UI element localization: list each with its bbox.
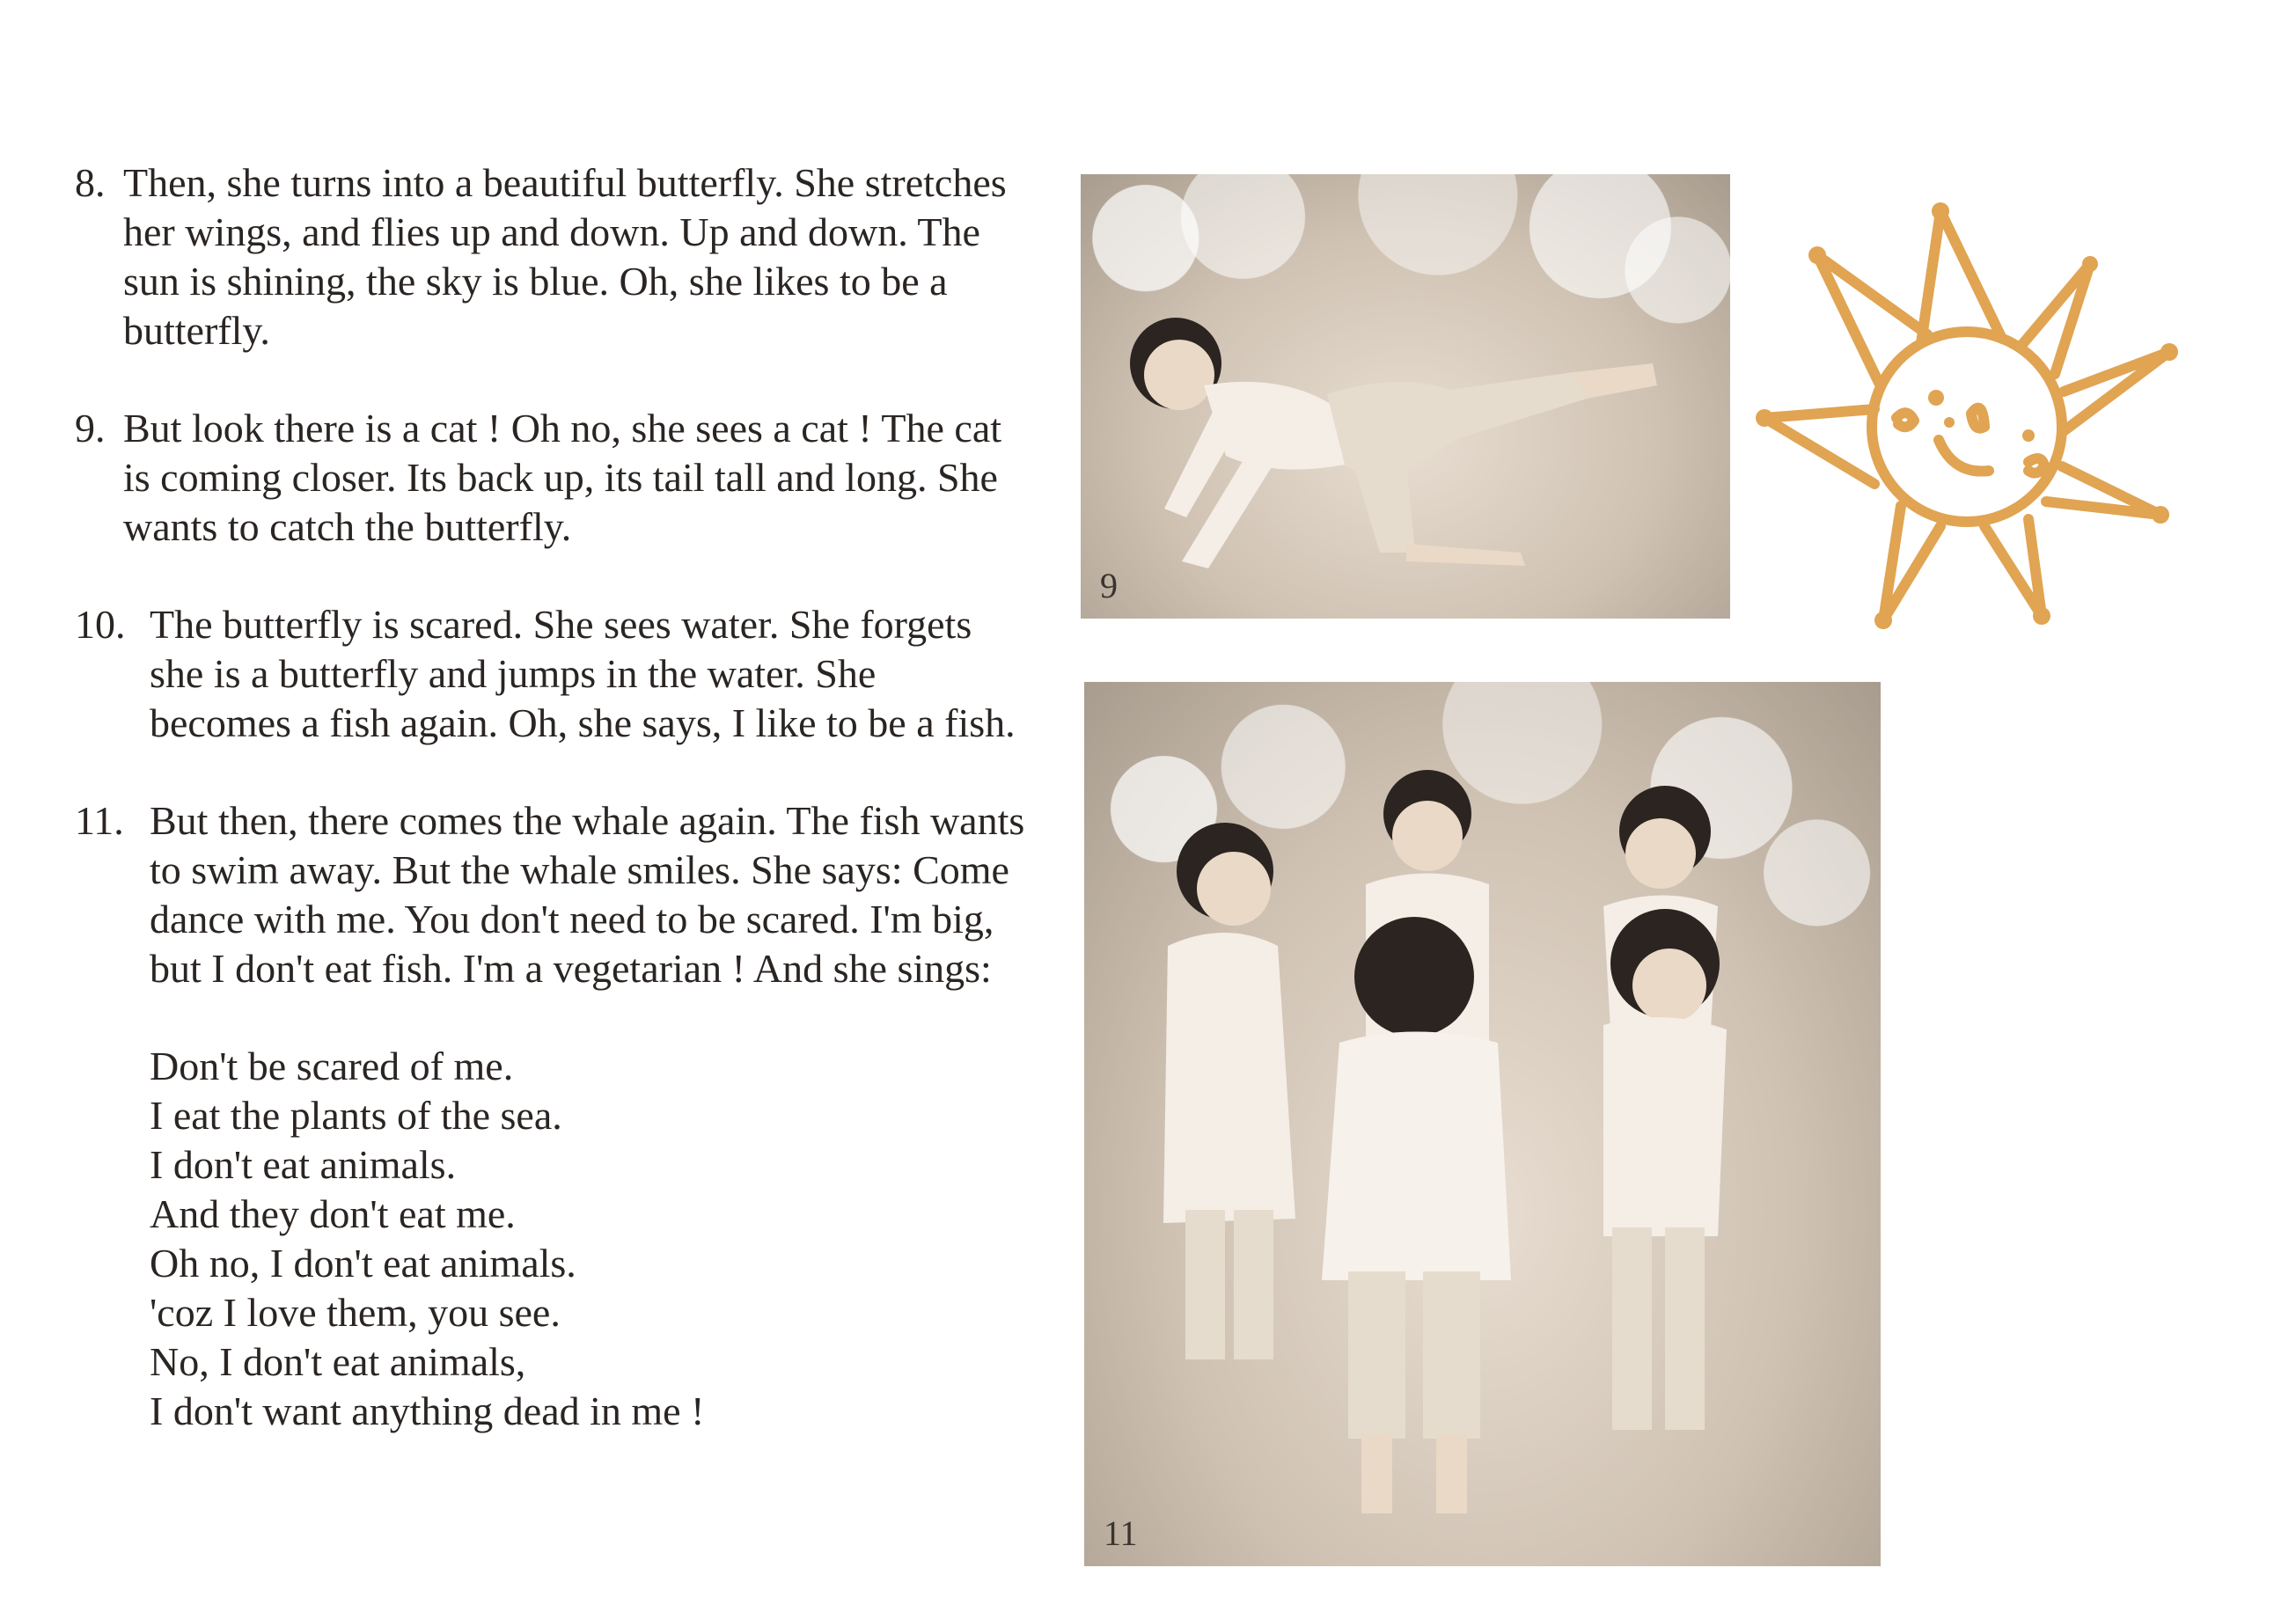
story-text (75, 158, 1025, 1436)
photo-butterfly-pose (1081, 174, 1730, 619)
poem-line: Don't be scared of me. (150, 1044, 514, 1088)
child-figure (1081, 174, 1730, 619)
paragraph-9 (75, 404, 1025, 552)
children-group (1084, 682, 1881, 1566)
paragraph-number: 8. (75, 160, 106, 205)
paragraph-text: The butterfly is scared. She sees water. She forgets she is a butterfly and jumps in the water. She becomes a fish again. Oh, she says, I like to be a fish. (150, 602, 1016, 745)
paragraph-8 (75, 158, 1025, 355)
poem-line: I don't eat animals. (150, 1142, 457, 1187)
poem-line: I don't want anything dead in me ! (150, 1388, 705, 1433)
poem-line: And they don't eat me. (150, 1191, 516, 1236)
poem-line: I eat the plants of the sea. (150, 1093, 562, 1138)
poem-line: 'coz I love them, you see. (150, 1290, 561, 1335)
poem-line: Oh no, I don't eat animals. (150, 1241, 576, 1286)
paragraph-text: But look there is a cat ! Oh no, she sees a cat ! The cat is coming closer. Its back up, its tail tall and long. She wants to catch the butterfly. (123, 406, 1002, 549)
sun-drawing-icon (1747, 202, 2187, 642)
paragraph-11 (75, 796, 1025, 993)
paragraph-number: 11. (75, 798, 124, 843)
song-poem (75, 1042, 1025, 1436)
paragraph-text: But then, there comes the whale again. The fish wants to swim away. But the whale smiles. She says: Come dance with me. You don't need to be scared. I'm big, but I don't eat fish. I'm a vegetarian ! And she sings: (150, 798, 1025, 991)
paragraph-10 (75, 600, 1025, 748)
photo-number: 9 (1100, 566, 1118, 605)
photo-children-circle (1084, 682, 1881, 1566)
paragraph-number: 10. (75, 602, 126, 647)
photo-number: 11 (1104, 1513, 1138, 1553)
poem-line: No, I don't eat animals, (150, 1339, 526, 1384)
paragraph-text: Then, she turns into a beautiful butterfly. She stretches her wings, and flies up and down. Up and down. The sun is shining, the sky is blue. Oh, she likes to be a butterfly. (123, 160, 1007, 353)
paragraph-number: 9. (75, 406, 106, 451)
